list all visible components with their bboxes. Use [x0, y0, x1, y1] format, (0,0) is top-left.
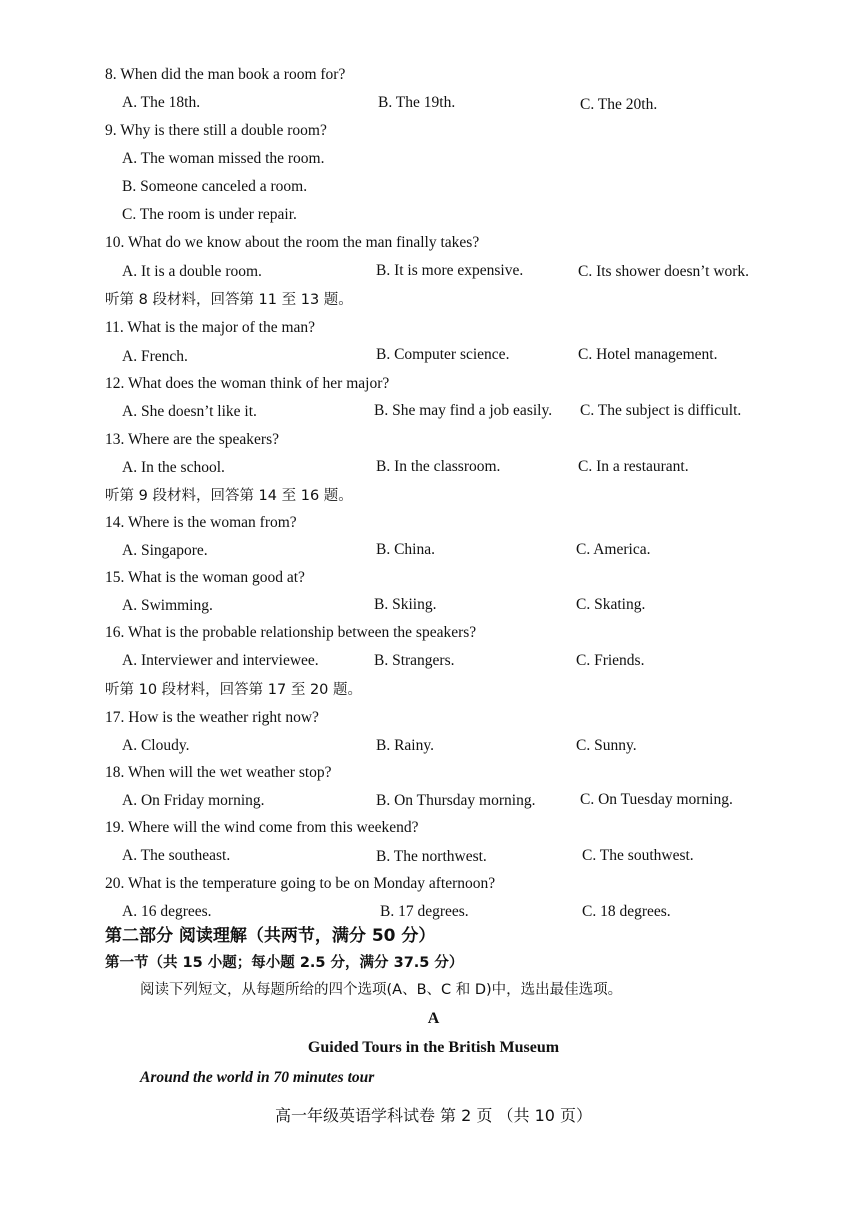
- q19-option-c: C. The southwest.: [582, 847, 694, 864]
- question-15-stem: 15. What is the woman good at?: [105, 569, 305, 586]
- listening-note-9: 听第 9 段材料，回答第 14 至 16 题。: [105, 488, 353, 504]
- question-11-stem: 11. What is the major of the man?: [105, 319, 316, 336]
- q10-option-a: A. It is a double room.: [122, 263, 262, 280]
- q9-option-b: B. Someone canceled a room.: [122, 178, 308, 195]
- section-1-heading: 第一节（共 15 小题；每小题 2.5 分，满分 37.5 分）: [105, 955, 464, 971]
- q20-option-a: A. 16 degrees.: [122, 903, 212, 920]
- passage-label: A: [427, 1010, 440, 1027]
- q13-option-c: C. In a restaurant.: [578, 458, 689, 475]
- question-10-stem: 10. What do we know about the room the man finally takes?: [105, 234, 480, 251]
- q14-option-c: C. America.: [576, 541, 651, 558]
- q8-option-c: C. The 20th.: [580, 96, 658, 113]
- q17-option-b: B. Rainy.: [376, 737, 434, 754]
- q14-option-a: A. Singapore.: [122, 542, 208, 559]
- q8-option-a: A. The 18th.: [122, 94, 201, 111]
- q17-option-a: A. Cloudy.: [122, 737, 190, 754]
- q10-option-c: C. Its shower doesn’t work.: [578, 263, 750, 280]
- question-17-stem: 17. How is the weather right now?: [105, 709, 319, 726]
- q8-option-b: B. The 19th.: [378, 94, 456, 111]
- q13-option-a: A. In the school.: [122, 459, 225, 476]
- q11-option-b: B. Computer science.: [376, 346, 510, 363]
- q18-option-b: B. On Thursday morning.: [376, 792, 536, 809]
- q15-option-b: B. Skiing.: [374, 596, 437, 613]
- listening-note-10: 听第 10 段材料，回答第 17 至 20 题。: [105, 682, 363, 698]
- q16-option-b: B. Strangers.: [374, 652, 455, 669]
- question-14-stem: 14. Where is the woman from?: [105, 514, 297, 531]
- question-12-stem: 12. What does the woman think of her major?: [105, 375, 390, 392]
- listening-note-8: 听第 8 段材料，回答第 11 至 13 题。: [105, 292, 353, 308]
- part-2-heading: 第二部分 阅读理解（共两节，满分 50 分）: [105, 926, 436, 946]
- passage-title: Guided Tours in the British Museum: [307, 1039, 560, 1056]
- q14-option-b: B. China.: [376, 541, 435, 558]
- question-20-stem: 20. What is the temperature going to be on Monday afternoon?: [105, 875, 496, 892]
- q11-option-a: A. French.: [122, 348, 188, 365]
- question-19-stem: 19. Where will the wind come from this weekend?: [105, 819, 419, 836]
- q12-option-a: A. She doesn’t like it.: [122, 403, 257, 420]
- question-18-stem: 18. When will the wet weather stop?: [105, 764, 332, 781]
- q13-option-b: B. In the classroom.: [376, 458, 501, 475]
- q11-option-c: C. Hotel management.: [578, 346, 718, 363]
- page-footer: 高一年级英语学科试卷 第 2 页 （共 10 页）: [274, 1106, 593, 1125]
- q20-option-c: C. 18 degrees.: [582, 903, 671, 920]
- q19-option-a: A. The southeast.: [122, 847, 231, 864]
- q17-option-c: C. Sunny.: [576, 737, 637, 754]
- question-16-stem: 16. What is the probable relationship between the speakers?: [105, 624, 477, 641]
- q15-option-a: A. Swimming.: [122, 597, 213, 614]
- question-13-stem: 13. Where are the speakers?: [105, 431, 279, 448]
- q10-option-b: B. It is more expensive.: [376, 262, 524, 279]
- reading-instructions: 阅读下列短文，从每题所给的四个选项(A、B、C 和 D)中，选出最佳选项。: [140, 982, 623, 998]
- q9-option-c: C. The room is under repair.: [122, 206, 297, 223]
- q16-option-a: A. Interviewer and interviewee.: [122, 652, 319, 669]
- q12-option-c: C. The subject is difficult.: [580, 402, 742, 419]
- q20-option-b: B. 17 degrees.: [380, 903, 469, 920]
- q12-option-b: B. She may find a job easily.: [374, 402, 553, 419]
- q18-option-a: A. On Friday morning.: [122, 792, 265, 809]
- q15-option-c: C. Skating.: [576, 596, 646, 613]
- q18-option-c: C. On Tuesday morning.: [580, 791, 733, 808]
- q9-option-a: A. The woman missed the room.: [122, 150, 325, 167]
- tour-title: Around the world in 70 minutes tour: [140, 1069, 375, 1086]
- q16-option-c: C. Friends.: [576, 652, 645, 669]
- question-8-stem: 8. When did the man book a room for?: [105, 66, 346, 83]
- q19-option-b: B. The northwest.: [376, 848, 487, 865]
- question-9-stem: 9. Why is there still a double room?: [105, 122, 327, 139]
